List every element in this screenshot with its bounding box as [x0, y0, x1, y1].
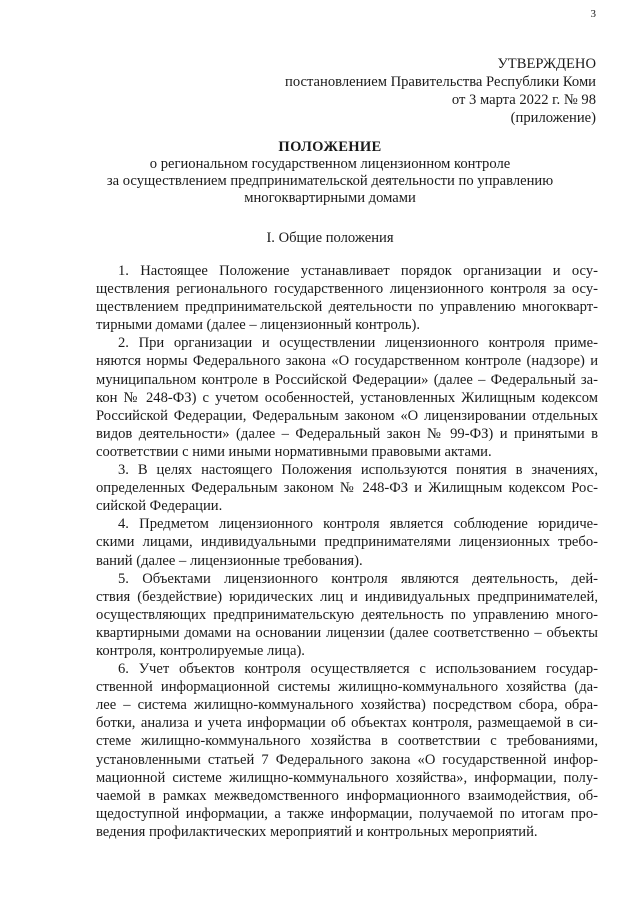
- paragraph-line: Российской Федерации, Федеральным законом «О лицензировании отдельных: [96, 407, 598, 424]
- page-number: 3: [590, 8, 596, 20]
- paragraph-line: кон № 248-ФЗ) с учетом особенностей, установленных Жилищным кодексом: [96, 389, 598, 406]
- document-subtitle: [60, 156, 600, 207]
- paragraph-line: квартирными домами на основании лицензии (далее соответственно – объекты: [96, 624, 598, 641]
- paragraph-line: ствия (бездействие) юридических лиц и индивидуальных предпринимателей,: [96, 588, 598, 605]
- paragraph-line: ществления регионального государственного лицензионного контроля за осу-: [96, 281, 598, 298]
- document-body: [96, 262, 598, 841]
- paragraph-line: 6. Учет объектов контроля осуществляется с использованием государ-: [118, 661, 598, 678]
- paragraph-line: определенных Федеральным законом № 248-ФЗ и Жилищным кодексом Рос-: [96, 480, 598, 497]
- approval-block: [176, 55, 596, 127]
- paragraph-line: видов деятельности» (далее – Федеральный закон № 99-ФЗ) и принятыми в: [96, 425, 598, 442]
- paragraph-line: сийской Федерации.: [96, 498, 223, 515]
- approval-note: (приложение): [510, 110, 596, 126]
- approval-date: от 3 марта 2022 г. № 98: [451, 92, 596, 108]
- paragraph-line: стеме жилищно-коммунального хозяйства в соответствии с требованиями,: [96, 733, 598, 750]
- paragraph-line: ботки, анализа и учета информации об объектах контроля, размещаемой в си-: [96, 715, 598, 732]
- paragraph-line: скими лицами, индивидуальными предпринимателями лицензионных требо-: [96, 534, 598, 551]
- paragraph-line: ведения профилактических мероприятий и контрольных мероприятий.: [96, 823, 538, 840]
- paragraph-line: ществлением предпринимательской деятельности по управлению многокварт-: [96, 299, 598, 316]
- subtitle-line: многоквартирными домами: [244, 190, 416, 206]
- paragraph: [96, 461, 598, 515]
- paragraph-line: установленными статьей 7 Федерального закона «О государственной инфор-: [96, 751, 598, 768]
- paragraph-line: мационной системе жилищно-коммунального хозяйства», информации, полу-: [96, 769, 598, 786]
- paragraph-line: 1. Настоящее Положение устанавливает порядок организации и осу-: [118, 263, 598, 279]
- paragraph-line: муниципальном контроле в Российской Федерации» (далее – Федеральный за-: [96, 371, 598, 388]
- paragraph-line: 3. В целях настоящего Положения используются понятия в значениях,: [118, 462, 598, 479]
- approval-authority: постановлением Правительства Республики Коми: [285, 74, 596, 90]
- paragraph-line: 4. Предметом лицензионного контроля является соблюдение юридиче-: [118, 516, 598, 533]
- subtitle-line: за осуществлением предпринимательской деятельности по управлению: [106, 173, 554, 189]
- document-title: ПОЛОЖЕНИЕ: [278, 139, 382, 155]
- paragraph-line: чаемой в рамках межведомственного информационного взаимодействия, об-: [96, 787, 598, 804]
- paragraph-line: ваний (далее – лицензионные требования).: [96, 552, 363, 569]
- paragraph-line: няются нормы Федерального закона «О государственном контроле (надзоре) и: [96, 353, 598, 370]
- paragraph: [96, 334, 598, 461]
- section-heading: I. Общие положения: [266, 230, 394, 246]
- paragraph: [96, 660, 598, 841]
- paragraph-line: контроля, контролируемые лица).: [96, 642, 305, 659]
- paragraph-line: тирными домами (далее – лицензионный контроль).: [96, 317, 421, 334]
- paragraph: [96, 262, 598, 334]
- paragraph-line: 5. Объектами лицензионного контроля являются деятельность, дей-: [118, 570, 598, 587]
- paragraph-line: соответствии с ними иными нормативными правовыми актами.: [96, 443, 492, 460]
- paragraph: [96, 570, 598, 660]
- paragraph-line: 2. При организации и осуществлении лицензионного контроля приме-: [118, 335, 598, 352]
- paragraph-line: ственной информационной системы жилищно-коммунального хозяйства (да-: [96, 679, 598, 696]
- paragraph-line: щедоступной информации, а также информации, получаемой по итогам про-: [96, 805, 598, 822]
- paragraph: [96, 515, 598, 569]
- document-title-block: [60, 138, 600, 207]
- paragraph-line: лее – система жилищно-коммунального хозяйства) посредством сбора, обра-: [96, 697, 598, 714]
- approval-status: УТВЕРЖДЕНО: [497, 56, 596, 72]
- subtitle-line: о региональном государственном лицензионном контроле: [149, 156, 511, 172]
- paragraph-line: осуществляющих предпринимательскую деятельность по управлению много-: [96, 606, 598, 623]
